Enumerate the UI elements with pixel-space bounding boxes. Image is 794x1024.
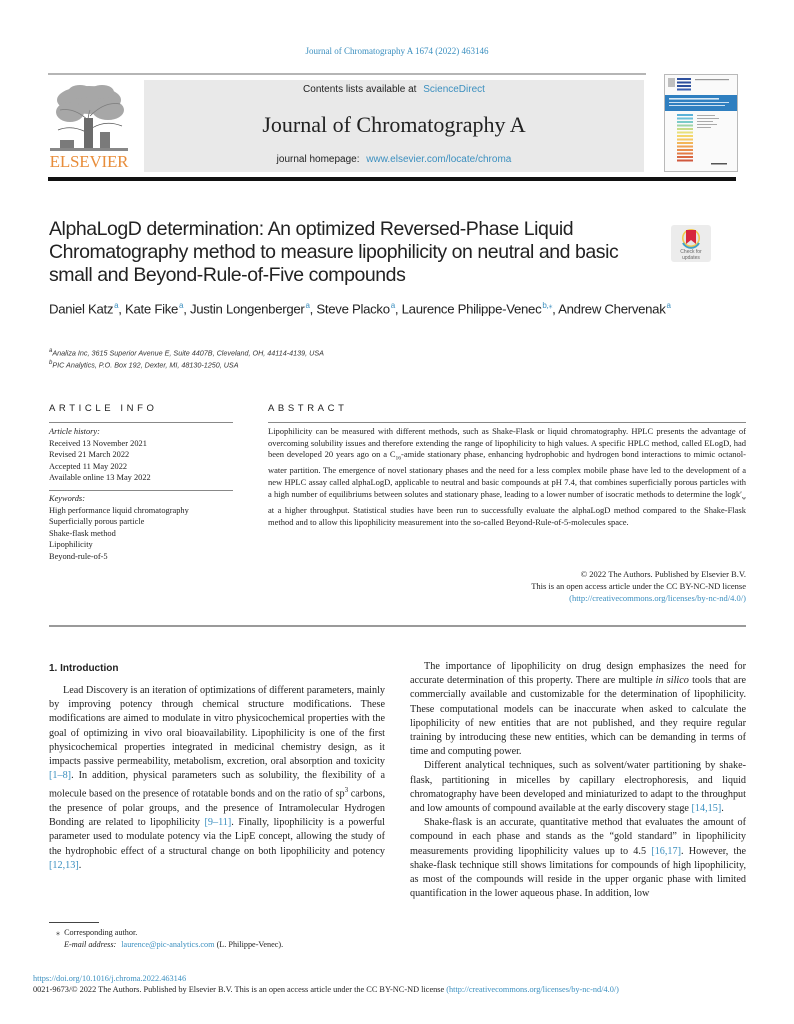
author-name[interactable]: Kate Fike bbox=[125, 301, 179, 317]
elsevier-wordmark: ELSEVIER bbox=[49, 152, 129, 171]
license-line: This is an open access article under the CC BY-NC-ND license bbox=[531, 580, 746, 591]
author-separator: , bbox=[118, 301, 126, 317]
author-separator: , bbox=[309, 301, 317, 317]
abstract-heading: ABSTRACT bbox=[268, 403, 348, 414]
masthead-box bbox=[144, 80, 644, 172]
running-header[interactable]: Journal of Chromatography A 1674 (2022) 463146 bbox=[305, 46, 489, 56]
paragraph: Lead Discovery is an iteration of optimizations of different parameters, mainly by improving potency through chemical structure modifications. These modifications are aimed to modulate in vitro physicochemical properties with the goal of optimizing in vivo oral bioavailability. Lipophilicity is one of the first physicochemical properties integrated in medicinal chemistry design, as it impacts passive permeability, metabolism, excretion, oral absorption and toxicity [1–8]. In addition, physical parameters such as solubility, the flexibility of a molecule based on the presence of rotatable bonds and on the ratio of $sp^3$ carbons, the presence of polar groups, and the presence of Intramolecular Hydrogen Bonding are related to lipophilicity [9–11]. Finally, lipophilicity is a powerful parameter used to modulate potency via the LipE concept, allowing the study of the hydrophobic effect of a structural change on both lipophilicity and potency [12,13]. bbox=[49, 685, 385, 871]
keyword: High performance liquid chromatography bbox=[49, 505, 189, 515]
body-column-left bbox=[49, 684, 385, 873]
affiliation-a: $^a$Analiza Inc, 3615 Superior Avenue E, Suite 4407B, Cleveland, OH, 44114-4139, USA bbox=[49, 348, 324, 358]
citation-link[interactable]: [14,15] bbox=[691, 803, 722, 815]
keywords bbox=[49, 493, 249, 563]
doi-link[interactable]: https://doi.org/10.1016/j.chroma.2022.463146 bbox=[33, 974, 187, 983]
author-separator: , bbox=[552, 301, 559, 317]
crossmark-line2: updates bbox=[682, 255, 700, 261]
author-name[interactable]: Justin Longenberger bbox=[189, 301, 305, 317]
history-received: Received 13 November 2021 bbox=[49, 438, 147, 448]
abstract-rule bbox=[268, 422, 746, 423]
corresponding-author-note: ⁎ Corresponding author. bbox=[56, 928, 138, 937]
author-name[interactable]: Steve Placko bbox=[316, 301, 390, 317]
article-title: AlphaLogD determination: An optimized Reversed-Phase Liquid Chromatography method to measure lipophilicity on neutral and basic small and Beyond-Rule-of-Five compounds bbox=[49, 218, 619, 286]
email-line: E-mail address: laurence@pic-analytics.com (L. Philippe-Venec). bbox=[64, 940, 284, 950]
elsevier-logo[interactable] bbox=[48, 80, 130, 172]
introduction-heading: 1. Introduction bbox=[49, 663, 119, 674]
citation-link[interactable]: [16,17] bbox=[651, 845, 682, 857]
abstract-rights bbox=[268, 569, 746, 604]
section-divider bbox=[49, 625, 746, 627]
footnote-rule bbox=[49, 922, 99, 923]
author-separator: , bbox=[394, 301, 402, 317]
crossmark-line1: Check for bbox=[680, 249, 702, 255]
affiliation-marker[interactable]: a bbox=[305, 301, 310, 310]
email-link[interactable]: laurence@pic-analytics.com bbox=[121, 940, 215, 950]
article-info-heading: ARTICLE INFO bbox=[49, 403, 158, 414]
journal-name: Journal of Chromatography A bbox=[262, 112, 526, 137]
elsevier-tree-icon bbox=[50, 82, 128, 152]
keyword: Superficially porous particle bbox=[49, 517, 145, 527]
affiliation-b: $^b$PIC Analytics, P.O. Box 192, Dexter, MI, 48130-1250, USA bbox=[49, 360, 239, 370]
author-name[interactable]: Laurence Philippe-Venec bbox=[401, 301, 542, 317]
masthead-top-rule bbox=[48, 73, 646, 75]
affiliation-marker[interactable]: a bbox=[666, 301, 671, 310]
paragraph: Shake-flask is an accurate, quantitative method that evaluates the amount of compound in each phase and stands as the “gold standard” in lipophilicity measurements providing lipophilicity values up to 4.5 [16,17]. However, the shake-flask technique still shows limitations for compounds of high lipophilicity, as most of the compounds will reside in the upper organic phase with limited quantification in the lower aqueous phase. In addition, low bbox=[410, 817, 746, 900]
keywords-label: Keywords: bbox=[49, 494, 85, 503]
license-link[interactable]: (http://creativecommons.org/licenses/by-nc-nd/4.0/) bbox=[569, 592, 746, 603]
sciencedirect-link[interactable]: ScienceDirect bbox=[423, 84, 485, 95]
check-for-updates-badge[interactable] bbox=[671, 225, 711, 262]
footer-license-link[interactable]: (http://creativecommons.org/licenses/by-nc-nd/4.0/) bbox=[446, 985, 619, 994]
history-label: Article history: bbox=[49, 427, 100, 436]
copyright-line: © 2022 The Authors. Published by Elsevier B.V. bbox=[580, 569, 746, 579]
keyword: Shake-flask method bbox=[49, 528, 116, 538]
history-online: Available online 13 May 2022 bbox=[49, 473, 151, 483]
author-list bbox=[49, 296, 689, 318]
contents-line bbox=[144, 84, 644, 95]
journal-homepage-link[interactable]: www.elsevier.com/locate/chroma bbox=[366, 154, 512, 165]
citation-link[interactable]: [9–11] bbox=[204, 817, 232, 829]
footnote bbox=[56, 927, 396, 952]
paragraph: The importance of lipophilicity on drug design emphasizes the need for accurate determination of this property. There are multiple in silico tools that are commercially available and customizable for the determination of lipophilicity. These computational models can be inaccurate when asked to calculate the lipophilicity of new entities that are not published, and they require regular training by introducing these new entities, which can be demanding in terms of time and computing power. bbox=[410, 661, 746, 758]
keywords-rule bbox=[49, 490, 233, 491]
journal-cover-thumbnail[interactable] bbox=[664, 74, 738, 172]
history-revised: Revised 21 March 2022 bbox=[49, 450, 130, 460]
keyword: Beyond-rule-of-5 bbox=[49, 551, 108, 561]
citation-link[interactable]: [1–8] bbox=[49, 770, 72, 782]
homepage-line bbox=[144, 154, 644, 165]
affiliation-marker[interactable]: a bbox=[179, 301, 184, 310]
author-name[interactable]: Daniel Katz bbox=[49, 301, 114, 317]
author-separator: , bbox=[183, 301, 190, 317]
affiliation-marker[interactable]: a bbox=[114, 301, 119, 310]
paragraph: Different analytical techniques, such as solvent/water partitioning by shake-flask, partitioning in micelles by capillary electrophoresis, and liquid chromatography have been developed and miniaturized to adapt to the throughput and low amounts of compound available at the early discovery stage [14,15]. bbox=[410, 760, 746, 815]
body-column-right bbox=[410, 660, 746, 901]
journal-cover-icon bbox=[665, 75, 737, 171]
author-name[interactable]: Andrew Chervenak bbox=[558, 301, 666, 317]
affiliations bbox=[49, 346, 649, 371]
homepage-prefix: journal homepage: bbox=[276, 154, 360, 165]
crossmark-icon bbox=[671, 225, 711, 262]
contents-prefix: Contents lists available at bbox=[303, 84, 417, 95]
article-info-rule bbox=[49, 422, 233, 423]
article-history bbox=[49, 426, 249, 484]
affiliation-marker[interactable]: b,⁎ bbox=[542, 301, 553, 310]
affiliation-marker[interactable]: a bbox=[390, 301, 395, 310]
footer-rights: 0021-9673/© 2022 The Authors. Published by Elsevier B.V. This is an open access article under the CC BY-NC-ND license (http://creativecommons.org/licenses/by-nc-nd/4.0/) bbox=[33, 985, 619, 994]
masthead-bottom-rule bbox=[48, 177, 736, 181]
citation-link[interactable]: [12,13] bbox=[49, 859, 79, 871]
abstract-text: Lipophilicity can be measured with different methods, such as Shake-Flask or liquid chromatography. HPLC presents the advantage of overcoming solubility issues and therefore extending the range of lipophilicity to high values. A specific HPLC method, called ELogD, had been developed 20 years ago on a $C_{16}$-amide stationary phase, enhancing hydrophobic and hydrogen bond interactions to mimic octanol-water partition. The emergence of novel stationary phases and the need for a less complex mobile phase have led to the development of a new HPLC assay called alphaLogD, applicable to neutral and basic compounds at pH 7.4, that combines superficially porous particles with a high number of equilibriums between solutes and stationary phase, leading to a lower number of isocratic methods to determine the $\log k'_w$ at a higher throughput. Statistical studies have been run to successfully evaluate the alphaLogD method compared to the Shake-Flask method and to allow this lipophilicity measurement into the so-called Beyond-Rule-of-5-molecules space. bbox=[268, 426, 747, 527]
history-accepted: Accepted 11 May 2022 bbox=[49, 461, 128, 471]
keyword: Lipophilicity bbox=[49, 540, 93, 550]
